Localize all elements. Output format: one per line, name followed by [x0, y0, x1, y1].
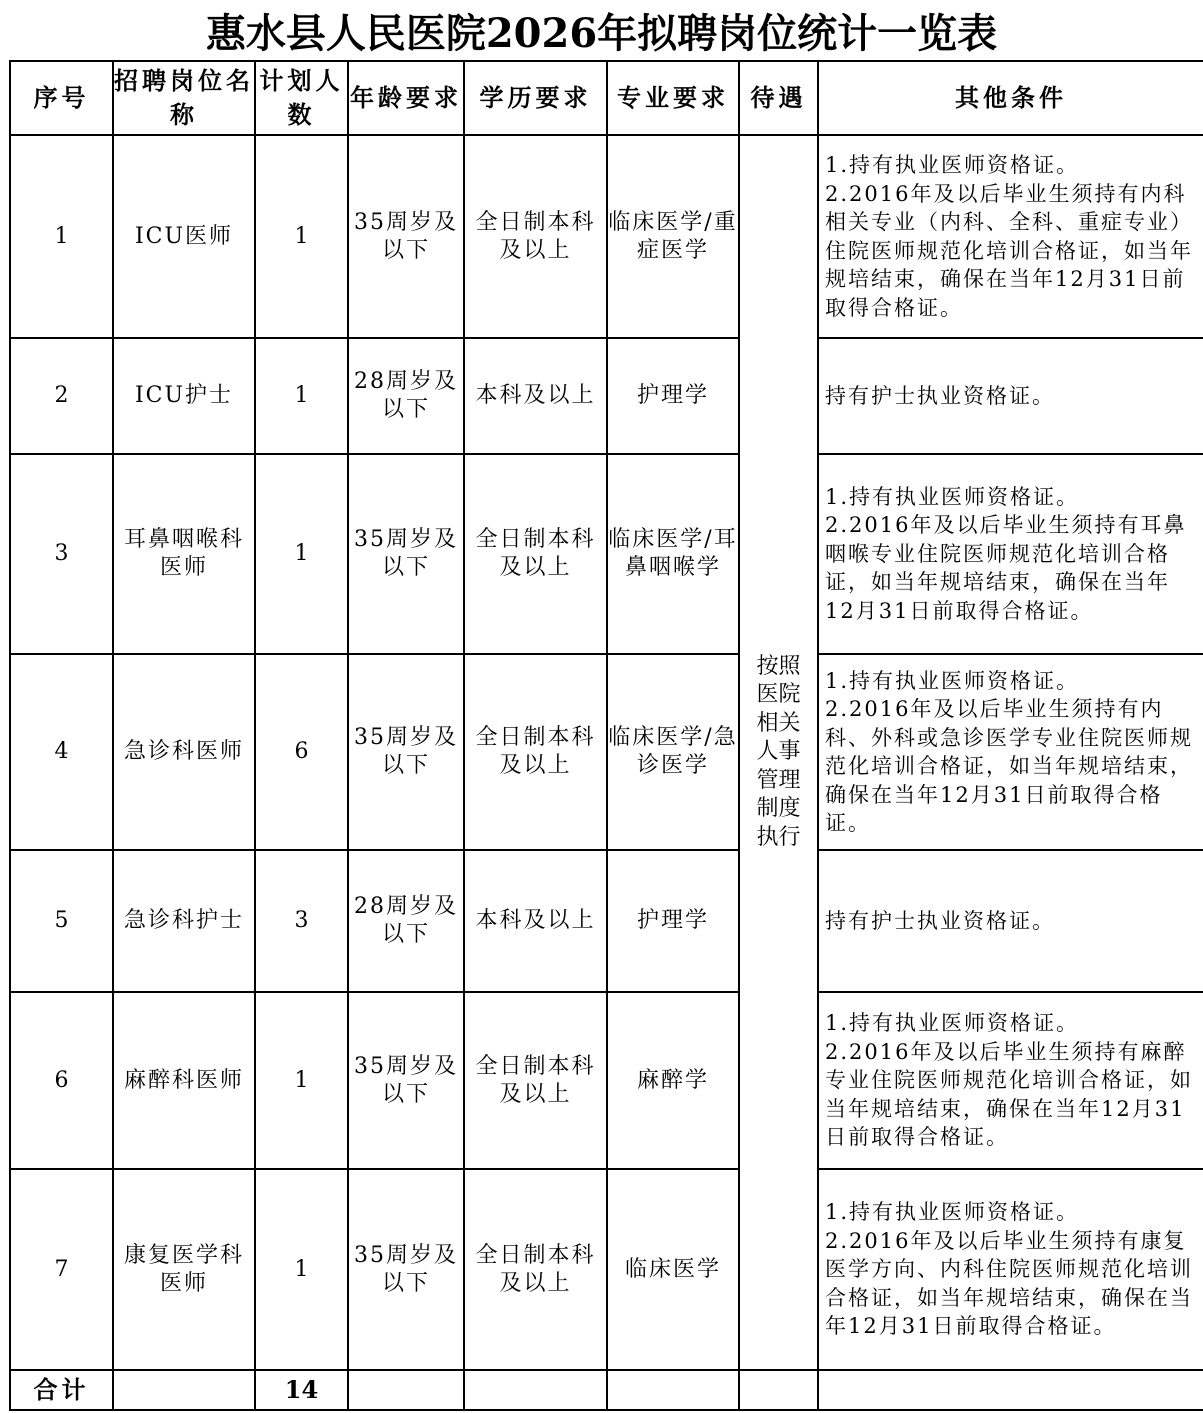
cell-major: 护理学: [607, 850, 739, 992]
condition-line: 持有护士执业资格证。: [825, 908, 1055, 933]
cell-other: [818, 992, 1203, 1169]
cell-post: 急诊科护士: [113, 850, 255, 992]
condition-line: 2.2016年及以后毕业生须持有内科相关专业（内科、全科、重症专业）住院医师规范化培训合格证，如当年规培结束，确保在当年12月31日前取得合格证。: [825, 181, 1193, 320]
cell-post: 康复医学科医师: [113, 1169, 255, 1370]
cell-post: ICU护士: [113, 338, 255, 454]
cell-age: 35周岁及以下: [348, 135, 464, 338]
total-empty-cell: [113, 1370, 255, 1410]
recruitment-table: [9, 60, 1203, 1411]
table-row: [10, 654, 1203, 850]
header-age: 年龄要求: [348, 61, 464, 135]
condition-line: 1.持有执业医师资格证。: [825, 484, 1080, 509]
table-row: [10, 992, 1203, 1169]
cell-major: 护理学: [607, 338, 739, 454]
table-row: [10, 850, 1203, 992]
total-empty-cell: [348, 1370, 464, 1410]
cell-count: 3: [255, 850, 348, 992]
cell-count: 1: [255, 338, 348, 454]
condition-line: 2.2016年及以后毕业生须持有康复医学方向、内科住院医师规范化培训合格证，如当年规培结束，确保在当年12月31日前取得合格证。: [825, 1228, 1193, 1339]
condition-line: 2.2016年及以后毕业生须持有耳鼻咽喉专业住院医师规范化培训合格证，如当年规培结束，确保在当年12月31日前取得合格证。: [825, 513, 1187, 623]
cell-seq: 2: [10, 338, 113, 454]
cell-major: 临床医学: [607, 1169, 739, 1370]
cell-major: 临床医学/重症医学: [607, 135, 739, 338]
cell-major: 临床医学/急诊医学: [607, 654, 739, 850]
cell-other: [818, 654, 1203, 850]
table-row: [10, 135, 1203, 338]
cell-post: ICU医师: [113, 135, 255, 338]
condition-line: 1.持有执业医师资格证。: [825, 1011, 1080, 1036]
cell-count: 1: [255, 1169, 348, 1370]
total-row: [10, 1370, 1203, 1410]
total-empty-cell: [818, 1370, 1203, 1410]
header-major: 专业要求: [607, 61, 739, 135]
table-row: [10, 454, 1203, 654]
cell-major: 临床医学/耳鼻咽喉学: [607, 454, 739, 654]
cell-age: 35周岁及以下: [348, 992, 464, 1169]
cell-other: [818, 850, 1203, 992]
cell-other: [818, 454, 1203, 654]
cell-post: 急诊科医师: [113, 654, 255, 850]
cell-seq: 3: [10, 454, 113, 654]
cell-count: 1: [255, 454, 348, 654]
cell-count: 1: [255, 135, 348, 338]
cell-post: 耳鼻咽喉科医师: [113, 454, 255, 654]
cell-edu: 全日制本科及以上: [464, 454, 607, 654]
cell-count: 1: [255, 992, 348, 1169]
cell-age: 35周岁及以下: [348, 1169, 464, 1370]
total-empty-cell: [739, 1370, 818, 1410]
page-title: 惠水县人民医院2026年拟聘岗位统计一览表: [205, 9, 998, 57]
cell-edu: 本科及以上: [464, 338, 607, 454]
cell-seq: 7: [10, 1169, 113, 1370]
header-row: [10, 61, 1203, 135]
header-post: 招聘岗位名称: [113, 61, 255, 135]
total-label: 合计: [10, 1370, 113, 1410]
total-empty-cell: [607, 1370, 739, 1410]
table-row: [10, 1169, 1203, 1370]
cell-edu: 全日制本科及以上: [464, 654, 607, 850]
cell-seq: 1: [10, 135, 113, 338]
cell-benefit: 按照医院相关人事管理制度执行: [739, 135, 818, 1370]
cell-seq: 5: [10, 850, 113, 992]
header-count: 计划人数: [255, 61, 348, 135]
condition-line: 2.2016年及以后毕业生须持有麻醉专业住院医师规范化培训合格证，如当年规培结束，确保在当年12月31日前取得合格证。: [825, 1039, 1193, 1150]
header-benefit: 待遇: [739, 61, 818, 135]
cell-other: [818, 135, 1203, 338]
cell-post: 麻醉科医师: [113, 992, 255, 1169]
condition-line: 1.持有执业医师资格证。: [825, 153, 1080, 177]
cell-age: 35周岁及以下: [348, 454, 464, 654]
condition-line: 1.持有执业医师资格证。: [825, 668, 1080, 693]
total-count: 14: [255, 1370, 348, 1410]
total-empty-cell: [464, 1370, 607, 1410]
cell-edu: 全日制本科及以上: [464, 135, 607, 338]
table-row: [10, 338, 1203, 454]
cell-seq: 4: [10, 654, 113, 850]
condition-line: 1.持有执业医师资格证。: [825, 1200, 1080, 1225]
cell-count: 6: [255, 654, 348, 850]
condition-line: 持有护士执业资格证。: [825, 383, 1055, 408]
cell-age: 28周岁及以下: [348, 338, 464, 454]
cell-edu: 全日制本科及以上: [464, 1169, 607, 1370]
cell-age: 35周岁及以下: [348, 654, 464, 850]
cell-seq: 6: [10, 992, 113, 1169]
cell-age: 28周岁及以下: [348, 850, 464, 992]
cell-other: [818, 338, 1203, 454]
condition-line: 2.2016年及以后毕业生须持有内科、外科或急诊医学专业住院医师规范化培训合格证，如当年规培结束，确保在当年12月31日前取得合格证。: [825, 697, 1193, 835]
header-other: 其他条件: [818, 61, 1203, 135]
header-edu: 学历要求: [464, 61, 607, 135]
cell-other: [818, 1169, 1203, 1370]
cell-major: 麻醉学: [607, 992, 739, 1169]
cell-edu: 全日制本科及以上: [464, 992, 607, 1169]
header-seq: 序号: [10, 61, 113, 135]
cell-edu: 本科及以上: [464, 850, 607, 992]
